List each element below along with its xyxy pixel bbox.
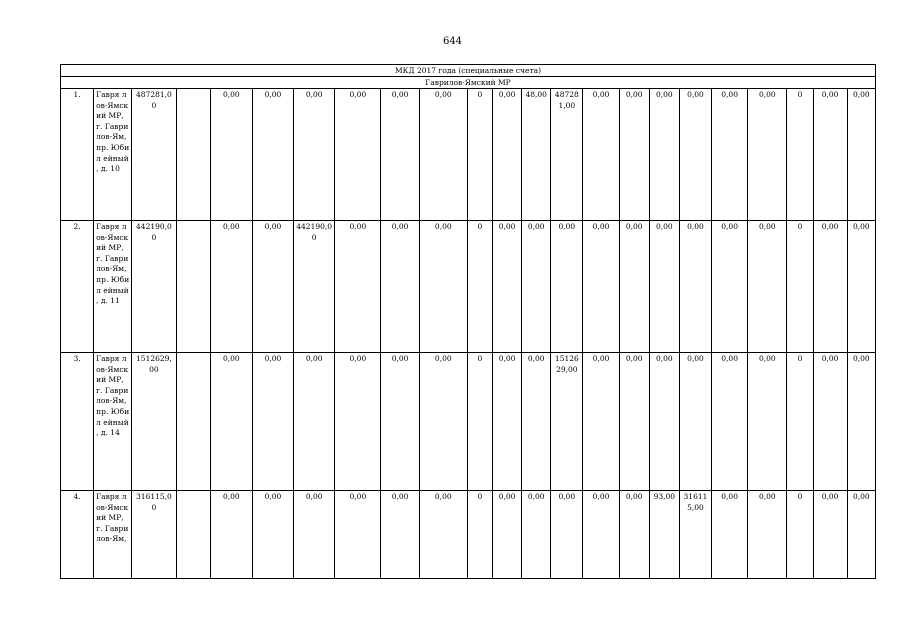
value-cell: 0,00: [813, 221, 847, 353]
value-cell: 0,00: [252, 353, 293, 491]
value-cell: 442190,00: [132, 221, 176, 353]
value-cell: 0: [787, 491, 813, 579]
value-cell: 0,00: [551, 491, 583, 579]
section-title: МКД 2017 года (специальные счета): [61, 65, 876, 77]
value-cell: 0,00: [551, 221, 583, 353]
value-cell: 0: [467, 221, 492, 353]
value-cell: 0,00: [335, 89, 381, 221]
row-number: 3.: [61, 353, 94, 491]
value-cell: 0,00: [813, 353, 847, 491]
value-cell: [176, 353, 210, 491]
value-cell: 0: [787, 353, 813, 491]
value-cell: 0,00: [619, 221, 649, 353]
table-row: [61, 353, 876, 491]
value-cell: 0,00: [210, 491, 252, 579]
value-cell: 0,00: [252, 221, 293, 353]
value-cell: 0,00: [679, 89, 711, 221]
value-cell: 0,00: [847, 353, 875, 491]
value-cell: 0,00: [619, 491, 649, 579]
table-body: [61, 89, 876, 579]
value-cell: 0,00: [813, 89, 847, 221]
value-cell: 0,00: [583, 89, 619, 221]
value-cell: 0: [467, 491, 492, 579]
value-cell: 0,00: [712, 89, 748, 221]
address-cell: Гавря лов-Ямск ий МР, г. Гаври лов-Ям, пр. Юбил ейный , д. 10: [94, 89, 132, 221]
data-table: [60, 64, 876, 579]
row-number: 2.: [61, 221, 94, 353]
value-cell: 0,00: [619, 89, 649, 221]
page-number: 644: [442, 36, 463, 47]
value-cell: 0,00: [813, 491, 847, 579]
value-cell: 0: [467, 353, 492, 491]
value-cell: 0,00: [748, 89, 787, 221]
value-cell: 0,00: [522, 353, 551, 491]
value-cell: 0,00: [294, 491, 335, 579]
value-cell: 1512629,00: [551, 353, 583, 491]
value-cell: 48,00: [522, 89, 551, 221]
value-cell: 0,00: [522, 221, 551, 353]
value-cell: 0: [787, 89, 813, 221]
value-cell: [176, 89, 210, 221]
table-row: [61, 89, 876, 221]
value-cell: 0,00: [335, 491, 381, 579]
value-cell: 0,00: [335, 353, 381, 491]
table-row: [61, 221, 876, 353]
value-cell: 0,00: [493, 353, 522, 491]
value-cell: 0,00: [381, 89, 419, 221]
value-cell: 0,00: [252, 491, 293, 579]
row-number: 1.: [61, 89, 94, 221]
value-cell: 0,00: [847, 491, 875, 579]
row-number: 4.: [61, 491, 94, 579]
value-cell: 0,00: [419, 89, 467, 221]
value-cell: 0,00: [493, 491, 522, 579]
value-cell: 0,00: [493, 89, 522, 221]
value-cell: 0,00: [381, 491, 419, 579]
value-cell: 0,00: [712, 353, 748, 491]
value-cell: 316115,00: [679, 491, 711, 579]
address-cell: Гавря лов-Ямск ий МР, г. Гаври лов-Ям,: [94, 491, 132, 579]
value-cell: 0,00: [294, 353, 335, 491]
value-cell: 0,00: [419, 221, 467, 353]
value-cell: 487281,00: [551, 89, 583, 221]
address-cell: Гавря лов-Ямск ий МР, г. Гаври лов-Ям, пр. Юбил ейный , д. 14: [94, 353, 132, 491]
value-cell: 316115,00: [132, 491, 176, 579]
value-cell: 0,00: [649, 353, 679, 491]
value-cell: 0,00: [210, 353, 252, 491]
value-cell: 0,00: [748, 221, 787, 353]
value-cell: 0,00: [679, 353, 711, 491]
value-cell: 0,00: [847, 89, 875, 221]
value-cell: 0,00: [583, 353, 619, 491]
value-cell: 0,00: [847, 221, 875, 353]
value-cell: 0: [467, 89, 492, 221]
value-cell: 0,00: [294, 89, 335, 221]
value-cell: 0,00: [649, 89, 679, 221]
value-cell: 0,00: [210, 89, 252, 221]
value-cell: 0,00: [619, 353, 649, 491]
value-cell: 0,00: [583, 221, 619, 353]
value-cell: 0,00: [748, 491, 787, 579]
value-cell: 0,00: [210, 221, 252, 353]
value-cell: 0,00: [419, 491, 467, 579]
value-cell: 0,00: [419, 353, 467, 491]
value-cell: 0,00: [381, 353, 419, 491]
value-cell: 0,00: [381, 221, 419, 353]
value-cell: 0,00: [712, 221, 748, 353]
value-cell: 0,00: [649, 221, 679, 353]
value-cell: 0,00: [679, 221, 711, 353]
value-cell: 442190,00: [294, 221, 335, 353]
value-cell: 0,00: [335, 221, 381, 353]
value-cell: 1512629,00: [132, 353, 176, 491]
value-cell: 93,00: [649, 491, 679, 579]
value-cell: [176, 491, 210, 579]
value-cell: 0: [787, 221, 813, 353]
value-cell: 0,00: [583, 491, 619, 579]
value-cell: 0,00: [493, 221, 522, 353]
value-cell: 487281,00: [132, 89, 176, 221]
address-cell: Гавря лов-Ямск ий МР, г. Гаври лов-Ям, пр. Юбил ейный , д. 11: [94, 221, 132, 353]
value-cell: 0,00: [748, 353, 787, 491]
value-cell: [176, 221, 210, 353]
value-cell: 0,00: [712, 491, 748, 579]
district-title: Гаврилов-Ямский МР: [61, 77, 876, 89]
value-cell: 0,00: [252, 89, 293, 221]
table-row: [61, 491, 876, 579]
value-cell: 0,00: [522, 491, 551, 579]
